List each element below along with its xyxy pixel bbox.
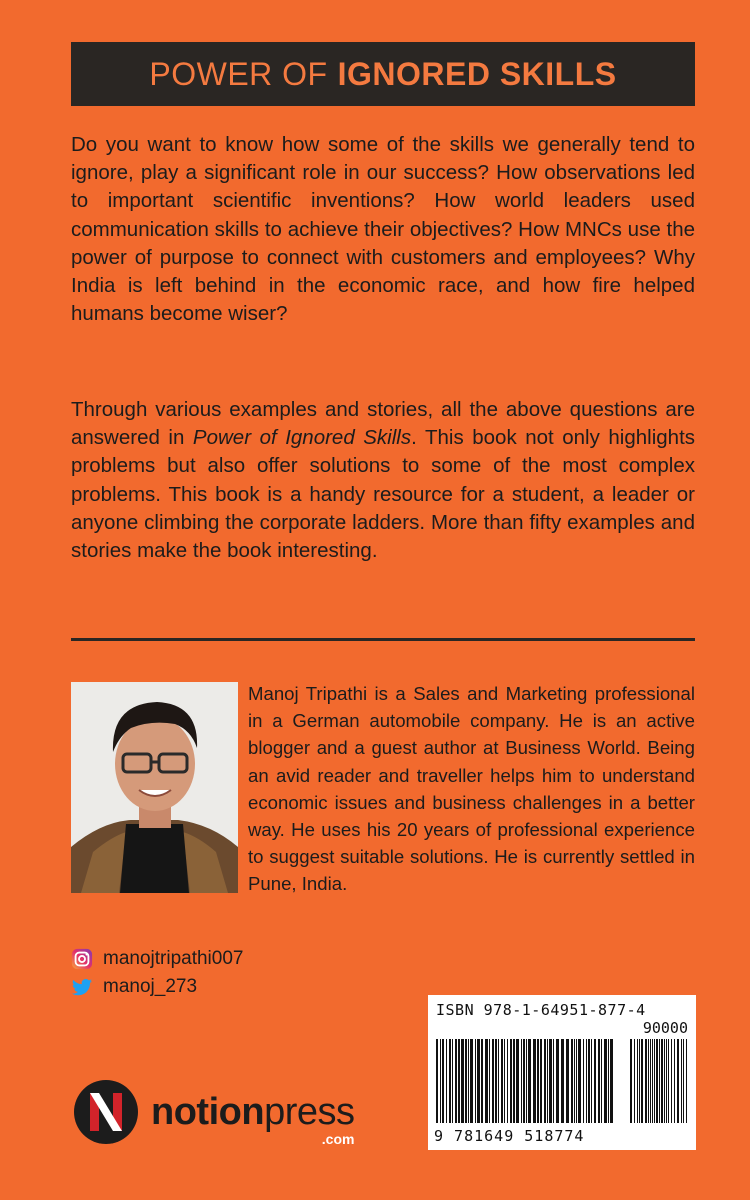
- twitter-icon: [71, 976, 93, 998]
- isbn-number: ISBN 978-1-64951-877-4: [436, 1001, 646, 1019]
- price-code: 90000: [642, 1019, 688, 1037]
- title-banner: [71, 42, 695, 106]
- barcode-bars-icon: [434, 1039, 690, 1127]
- author-bio: Manoj Tripathi is a Sales and Marketing professional in a German automobile company. He is an active blogger and a guest author at Business World. Being an avid reader and traveller helps him to understand economic issues and business challenges in a better way. He uses his 20 years of professional experience to suggest suitable solutions. He is currently settled in Pune, India.: [248, 683, 695, 895]
- publisher-wordmark: [151, 1090, 355, 1147]
- title-bold: IGNORED SKILLS: [337, 55, 617, 92]
- blurb-paragraph-1: Do you want to know how some of the skills we generally tend to ignore, play a significant role in our success? How observations led to important scientific inventions? How world leaders used communication skills to achieve their objectives? How MNCs use the power of purpose to connect with customers and employees? Why India is left behind in the economic race, and how fire helped humans become wiser?: [71, 133, 695, 326]
- publisher-name-bold: notion: [151, 1090, 265, 1133]
- instagram-row: [71, 948, 243, 970]
- blurb-p2-after: . This book not only highlights problems but also offer solutions to some of the most complex problems. This book is a handy resource for a student, a leader or anyone climbing the corporate ladders. More than fifty examples and stories make the book interesting.: [71, 426, 696, 563]
- publisher-name-light: press: [264, 1090, 355, 1133]
- ean-digits: 9 781649 518774: [434, 1127, 585, 1145]
- twitter-handle[interactable]: manoj_273: [103, 976, 198, 997]
- blurb-p2-before: Through various examples and stories, all the above questions are answered in: [71, 398, 695, 450]
- blurb-paragraph-2: [71, 396, 695, 565]
- publisher-logo: [71, 1077, 354, 1147]
- author-section: [71, 680, 695, 898]
- publisher-domain: .com: [321, 1130, 355, 1147]
- book-title-italic: Power of Ignored Skills: [192, 426, 412, 450]
- section-divider: [71, 638, 695, 641]
- isbn-barcode: [428, 995, 696, 1150]
- publisher-name: [151, 1091, 354, 1133]
- twitter-row: [71, 976, 197, 998]
- notionpress-logo-icon: [71, 1077, 141, 1147]
- instagram-icon: [71, 948, 93, 970]
- instagram-handle[interactable]: manojtripathi007: [103, 948, 244, 969]
- title-light: POWER OF: [149, 55, 328, 92]
- author-photo: [71, 682, 238, 893]
- author-portrait-icon: [71, 682, 238, 893]
